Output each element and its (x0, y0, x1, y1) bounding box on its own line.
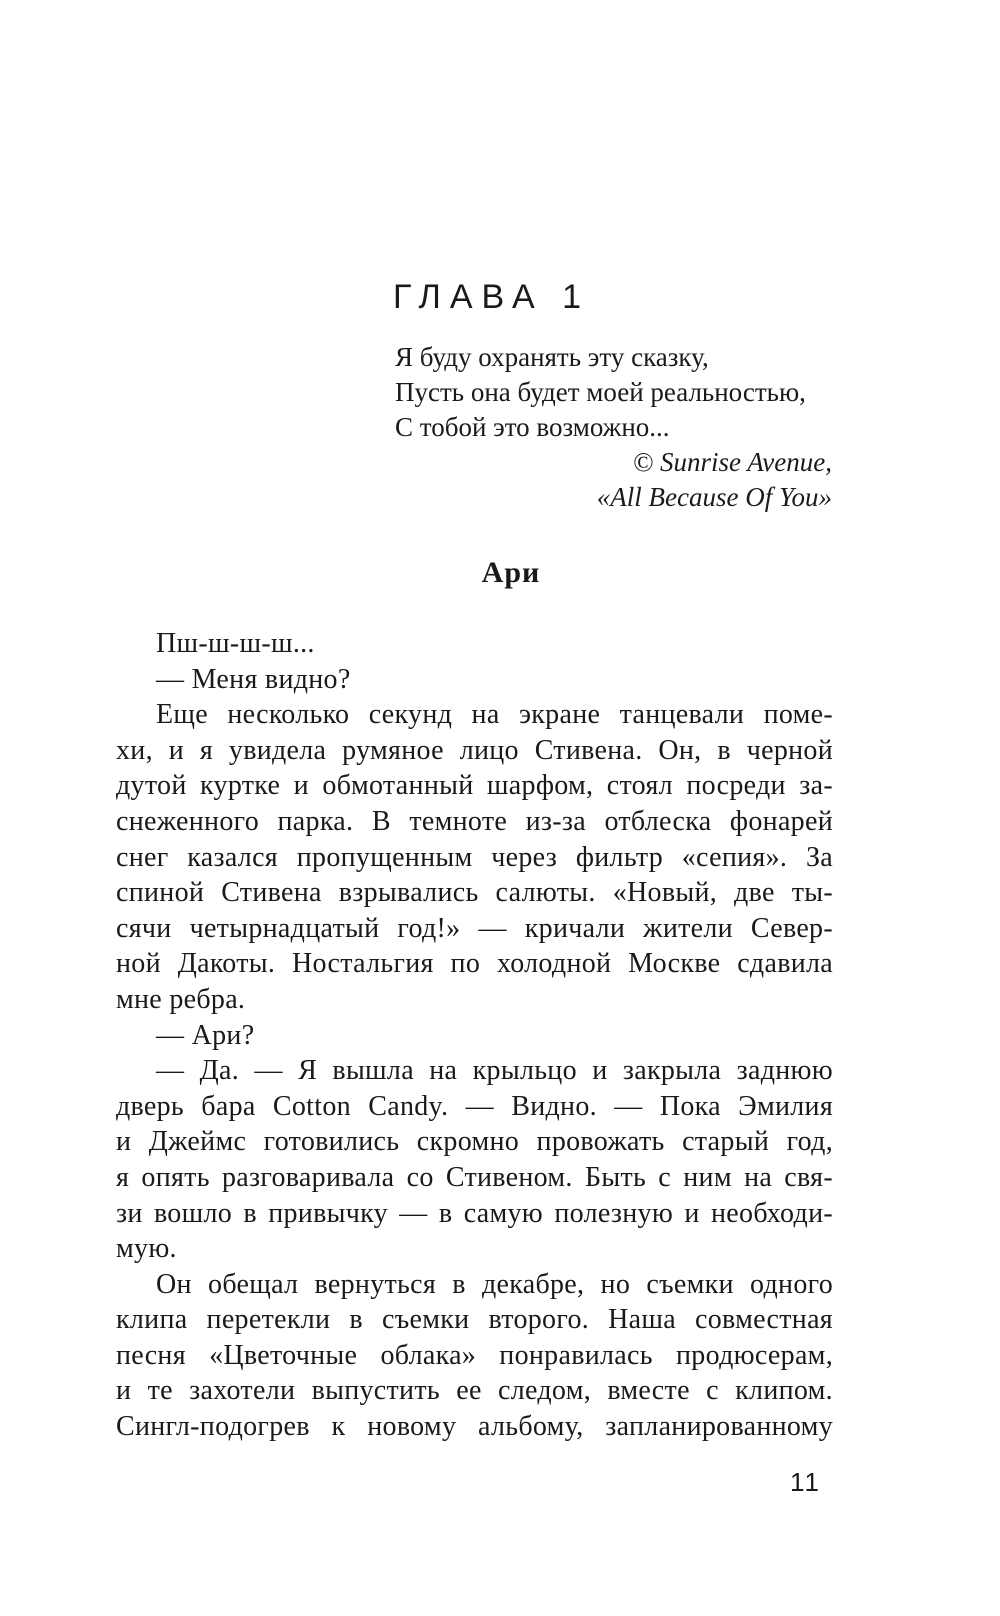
text-line: хи, и я увидела румяное лицо Стивена. Он, в черной (116, 734, 833, 766)
epigraph-line: Пусть она будет моей реальностью, (395, 377, 806, 407)
text-line: зи вошло в привычку — в самую полезную и необходи- (116, 1197, 833, 1229)
text-line: и те захотели выпустить ее следом, вместе с клипом. (116, 1375, 833, 1407)
epigraph-line: С тобой это возможно... (395, 412, 670, 442)
epigraph-line: Я буду охранять эту сказку, (395, 342, 709, 372)
text-line: снеженного парка. В темноте из-за отблеска фонарей (116, 805, 833, 837)
epigraph (395, 340, 832, 515)
text-line: Еще несколько секунд на экране танцевали поме- (156, 699, 833, 731)
text-line: снег казался пропущенным через фильтр «сепия». За (116, 841, 833, 873)
text-line: — Ари? (156, 1019, 255, 1051)
text-line: и Джеймс готовились скромно провожать старый год, (116, 1126, 833, 1158)
text-line: дутой куртке и обмотанный шарфом, стоял посреди за- (116, 770, 833, 802)
body-text (116, 626, 833, 1445)
epigraph-attribution: «All Because Of You» (596, 482, 832, 512)
text-line: я опять разговаривала со Стивеном. Быть с ним на свя- (116, 1161, 833, 1193)
text-line: Сингл-подогрев к новому альбому, запланированному (116, 1411, 833, 1443)
text-line: — Да. — Я вышла на крыльцо и закрыла заднюю (156, 1055, 833, 1087)
text-line: сячи четырнадцатый год!» — кричали жители Север- (116, 912, 833, 944)
text-line: Пш-ш-ш-ш... (156, 628, 315, 659)
chapter-title: ГЛАВА 1 (393, 278, 591, 316)
section-title: Ари (481, 556, 541, 589)
text-line: Он обещал вернуться в декабре, но съемки одного (156, 1268, 833, 1300)
text-line: дверь бара Cotton Candy. — Видно. — Пока Эмилия (116, 1090, 833, 1122)
text-line: песня «Цветочные облака» понравилась продюсерам, (116, 1339, 833, 1371)
text-line: ной Дакоты. Ностальгия по холодной Москве сдавила (116, 948, 833, 980)
text-line: спиной Стивена взрывались салюты. «Новый, две ты- (116, 877, 833, 909)
text-line: — Меня видно? (156, 663, 351, 695)
text-line: клипа перетекли в съемки второго. Наша совместная (116, 1304, 833, 1336)
text-line: мую. (116, 1233, 177, 1265)
text-line: мне ребра. (116, 983, 246, 1015)
page-number: 11 (790, 1467, 821, 1497)
epigraph-attribution: © Sunrise Avenue, (632, 447, 832, 477)
